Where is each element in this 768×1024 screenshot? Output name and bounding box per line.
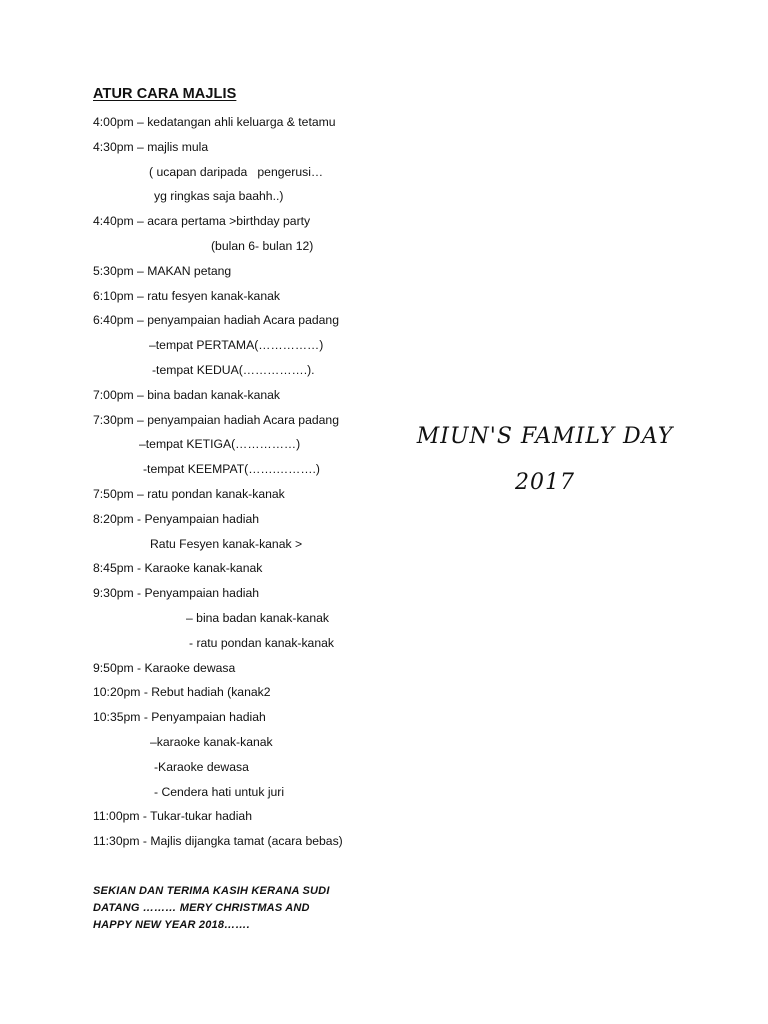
schedule-item: 11:00pm - Tukar-tukar hadiah (93, 809, 252, 824)
schedule-item: 11:30pm - Majlis dijangka tamat (acara bebas) (93, 834, 343, 849)
schedule-item: 6:10pm – ratu fesyen kanak-kanak (93, 288, 280, 303)
schedule-subitem: (bulan 6- bulan 12) (211, 238, 314, 253)
schedule-item: 9:30pm - Penyampaian hadiah (93, 586, 259, 601)
schedule-item: 7:30pm – penyampaian hadiah Acara padang (93, 412, 339, 427)
schedule-item: 8:45pm - Karaoke kanak-kanak (93, 561, 263, 576)
schedule-item: 4:30pm – majlis mula (93, 139, 209, 154)
event-title-year: 2017 (515, 470, 575, 495)
schedule-item: 10:35pm - Penyampaian hadiah (93, 710, 266, 725)
schedule-item: 7:50pm – ratu pondan kanak-kanak (93, 486, 285, 501)
closing-line: DATANG ……… MERY CHRISTMAS AND (93, 902, 310, 914)
schedule-subitem: ( ucapan daripada pengerusi… (149, 164, 324, 179)
schedule-item: 10:20pm - Rebut hadiah (kanak2 (93, 685, 271, 700)
schedule-item: 8:20pm - Penyampaian hadiah (93, 511, 259, 526)
event-title (400, 414, 690, 506)
schedule-item: 4:40pm – acara pertama >birthday party (93, 214, 311, 229)
schedule-subitem: Ratu Fesyen kanak-kanak > (150, 536, 303, 551)
closing-line: HAPPY NEW YEAR 2018……. (93, 919, 250, 931)
schedule-list (93, 113, 343, 857)
closing-line: SEKIAN DAN TERIMA KASIH KERANA SUDI (93, 885, 330, 897)
schedule-item: 9:50pm - Karaoke dewasa (93, 660, 236, 675)
schedule-subitem: -tempat KEDUA(…………….). (152, 362, 315, 377)
schedule-subitem: - Cendera hati untuk juri (154, 784, 285, 799)
schedule-subitem: - ratu pondan kanak-kanak (189, 635, 334, 650)
schedule-subitem: –tempat KETIGA(……………) (139, 437, 301, 452)
schedule-subitem: – bina badan kanak-kanak (186, 610, 329, 625)
closing-message (93, 883, 330, 934)
schedule-item: 4:00pm – kedatangan ahli keluarga & tetamu (93, 115, 336, 129)
schedule-subitem: –tempat PERTAMA(……………) (149, 338, 324, 353)
schedule-subitem: yg ringkas saja baahh..) (154, 189, 284, 204)
schedule-item: 7:00pm – bina badan kanak-kanak (93, 387, 281, 402)
schedule-subitem: -Karaoke dewasa (154, 759, 249, 774)
schedule-subitem: –karaoke kanak-kanak (150, 734, 273, 749)
schedule-item: 5:30pm – MAKAN petang (93, 263, 232, 278)
schedule-item: 6:40pm – penyampaian hadiah Acara padang (93, 313, 339, 328)
event-title-name: MIUN'S FAMILY DAY (416, 424, 674, 449)
page-title: ATUR CARA MAJLIS (93, 86, 237, 102)
schedule-subitem: -tempat KEEMPAT(…….……….) (143, 462, 320, 477)
